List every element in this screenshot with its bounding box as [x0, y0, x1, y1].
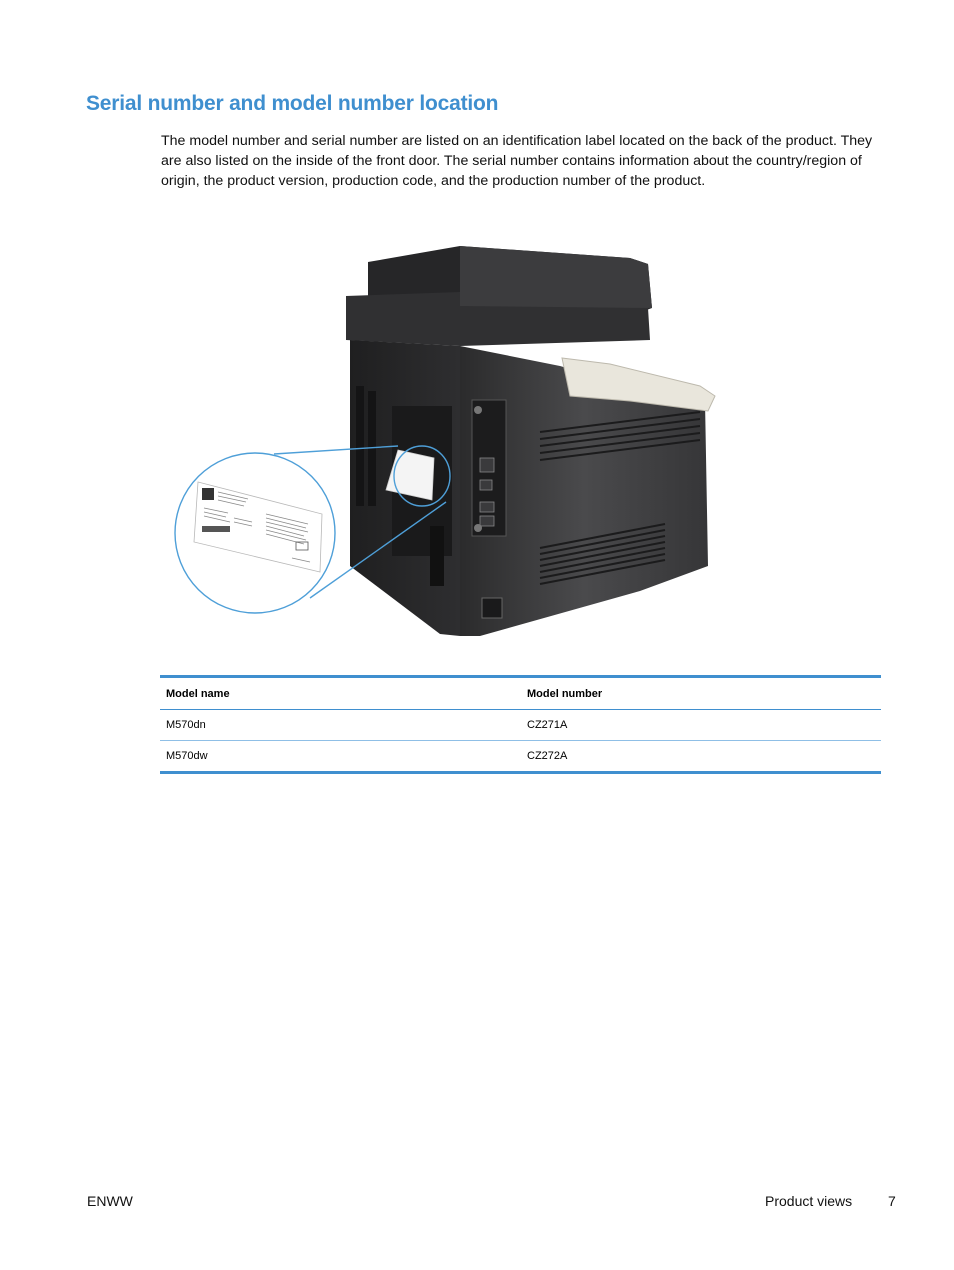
- model-number-cell: CZ271A: [521, 710, 881, 741]
- model-table: [160, 675, 881, 774]
- model-name-cell: M570dn: [160, 710, 521, 741]
- column-header-model-name: Model name: [160, 677, 521, 710]
- footer-section-title: Product views: [765, 1193, 853, 1209]
- barcode: [202, 526, 230, 532]
- power-connector: [482, 598, 502, 618]
- table-row: [160, 710, 881, 741]
- model-number-cell: CZ272A: [521, 741, 881, 773]
- footer-page-number: 7: [888, 1193, 896, 1209]
- model-name-cell: M570dw: [160, 741, 521, 773]
- hp-logo-icon: [202, 488, 214, 500]
- description-paragraph: The model number and serial number are listed on an identification label located on the back of the product. They are also listed on the inside of the front door. The serial number contains information about the country/region of origin, the product version, production code, and the production number of the product.: [161, 133, 873, 189]
- column-header-model-number: Model number: [521, 677, 881, 710]
- scanner-lid: [346, 246, 652, 346]
- table-row: [160, 741, 881, 773]
- printer-rear-illustration: [160, 236, 720, 646]
- interface-ports-panel: [472, 400, 506, 536]
- footer-doc-code: ENWW: [87, 1193, 133, 1209]
- section-heading: Serial number and model number location: [86, 92, 499, 115]
- table-header-row: [160, 677, 881, 710]
- magnified-label: [194, 482, 322, 572]
